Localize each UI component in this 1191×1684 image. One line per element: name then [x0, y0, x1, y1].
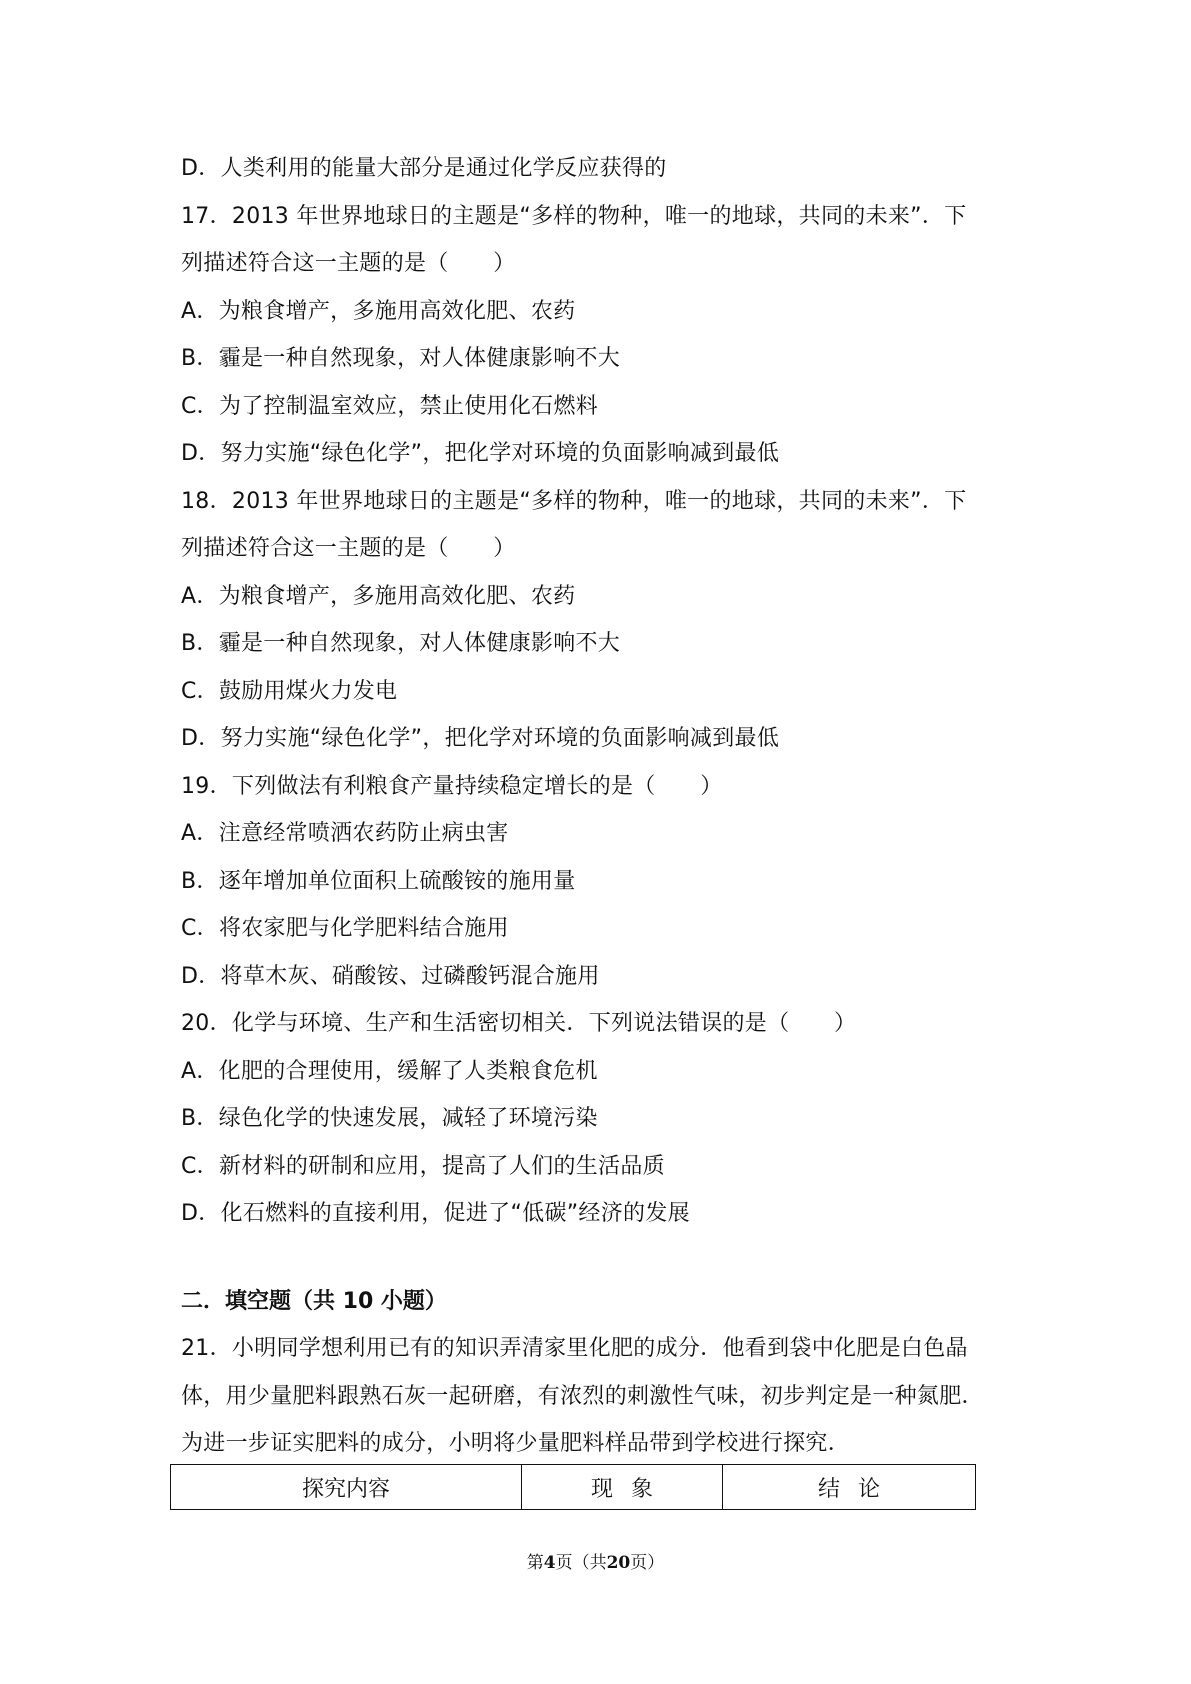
page-number: 4 — [543, 1553, 556, 1573]
text-line: B．绿色化学的快速发展，减轻了环境污染 — [181, 1106, 598, 1131]
text-line: 20．化学与环境、生产和生活密切相关．下列说法错误的是（ ） — [181, 1011, 857, 1036]
question-block-16-20 — [181, 145, 1021, 1238]
text-line: A．化肥的合理使用，缓解了人类粮食危机 — [181, 1058, 598, 1084]
text-line: 体，用少量肥料跟熟石灰一起研磨，有浓烈的刺激性气味，初步判定是一种氮肥． — [181, 1383, 984, 1409]
text-line: 17．2013 年世界地球日的主题是“多样的物种，唯一的地球，共同的未来”．下 — [181, 203, 967, 229]
text-line: C．新材料的研制和应用，提高了人们的生活品质 — [181, 1153, 665, 1179]
section-title: 二．填空题（共 10 小题） — [181, 1288, 447, 1314]
page-total: 20 — [606, 1553, 631, 1573]
page-footer — [0, 1548, 1191, 1573]
table-header-cell: 探究内容 — [171, 1465, 522, 1509]
text-line: D．化石燃料的直接利用，促进了“低碳”经济的发展 — [181, 1201, 690, 1226]
text-line: 列描述符合这一主题的是（ ） — [181, 251, 516, 276]
text-line: 18．2013 年世界地球日的主题是“多样的物种，唯一的地球，共同的未来”．下 — [181, 488, 967, 514]
text-line: D．努力实施“绿色化学”，把化学对环境的负面影响减到最低 — [181, 726, 780, 751]
text-line: D．人类利用的能量大部分是通过化学反应获得的 — [181, 156, 667, 181]
text-line: 列描述符合这一主题的是（ ） — [181, 536, 516, 561]
text-line: A．为粮食增产，多施用高效化肥、农药 — [181, 583, 576, 609]
text-line: A．注意经常喷洒农药防止病虫害 — [181, 821, 509, 846]
text-line: 21．小明同学想利用已有的知识弄清家里化肥的成分．他看到袋中化肥是白色晶 — [181, 1336, 968, 1361]
text-line: B．逐年增加单位面积上硫酸铵的施用量 — [181, 868, 576, 894]
footer-middle: 页（共 — [555, 1553, 607, 1573]
text-line: B．霾是一种自然现象，对人体健康影响不大 — [181, 631, 621, 656]
table-header-cell: 结论 — [817, 1476, 898, 1502]
text-line: D．努力实施“绿色化学”，把化学对环境的负面影响减到最低 — [181, 441, 780, 466]
page-content — [181, 145, 1021, 1468]
text-line: A．为粮食增产，多施用高效化肥、农药 — [181, 298, 576, 324]
text-line: D．将草木灰、硝酸铵、过磷酸钙混合施用 — [181, 963, 600, 989]
text-line: C．将农家肥与化学肥料结合施用 — [181, 916, 509, 941]
text-line: 19．下列做法有利粮食产量持续稳定增长的是（ ） — [181, 773, 723, 799]
text-line: C．为了控制温室效应，禁止使用化石燃料 — [181, 393, 599, 419]
footer-suffix: 页） — [630, 1553, 665, 1573]
footer-prefix: 第 — [526, 1553, 544, 1573]
text-line: C．鼓励用煤火力发电 — [181, 678, 398, 704]
experiment-table — [170, 1464, 976, 1510]
table-header-cell: 现象 — [522, 1465, 723, 1509]
text-line: B．霾是一种自然现象，对人体健康影响不大 — [181, 346, 621, 371]
text-line: 为进一步证实肥料的成分，小明将少量肥料样品带到学校进行探究． — [181, 1431, 851, 1456]
question-block-21 — [181, 1325, 1021, 1468]
